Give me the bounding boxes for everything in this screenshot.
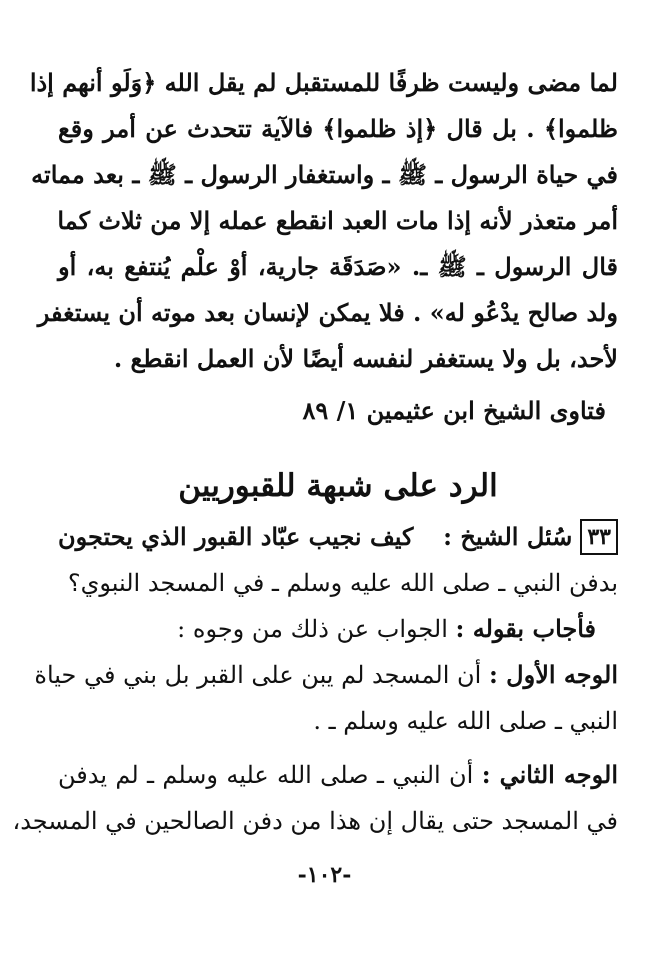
paragraph-1 [29, 60, 618, 382]
text-line: في حياة الرسول ـ ﷺ ـ واستغفار الرسول ـ ﷺ ـ بعد مماته [31, 160, 618, 189]
first-aspect-line-1 [34, 652, 618, 698]
text-line: لما مضى وليست ظرفًا للمستقبل لم يقل الله ﴿وَلَو أنهم إذا [29, 68, 618, 97]
text-line: ولد صالح يدْعُو له» . فلا يمكن لإنسان بعد موته أن يستغفر [37, 298, 618, 327]
question-text: كيف نجيب عبّاد القبور الذي يحتجون [58, 522, 414, 551]
text-line: أمر متعذر لأنه إذا مات العبد انقطع عمله إلا من ثلاث كما [57, 206, 618, 235]
answer-intro-label: فأجاب بقوله : [455, 614, 596, 643]
answer-intro-text: الجواب عن ذلك من وجوه : [177, 615, 448, 643]
question-line-2: بدفن النبي ـ صلى الله عليه وسلم ـ في المسجد النبوي؟ [67, 569, 618, 597]
page-number: -١٠٢- [297, 862, 352, 888]
section-heading: الرد على شبهة للقبوريين [178, 468, 498, 504]
question-label [443, 514, 618, 560]
second-aspect-line-1 [58, 752, 618, 798]
first-aspect-label: الوجه الأول : [488, 660, 618, 689]
second-aspect-text: أن النبي ـ صلى الله عليه وسلم ـ لم يدفن [58, 761, 474, 789]
second-aspect-line-2: في المسجد حتى يقال إن هذا من دفن الصالحين في المسجد، [12, 807, 618, 835]
page-content [12, 60, 618, 844]
question-asker: سُئل الشيخ : [443, 522, 573, 551]
source-citation: فتاوى الشيخ ابن عثيمين ١/ ٨٩ [302, 396, 606, 425]
first-aspect-text: أن المسجد لم يبن على القبر بل بني في حياة [34, 661, 482, 689]
text-line: قال الرسول ـ ﷺ ـ. «صَدَقَة جارية، أوْ علْم يُنتفع به، أو [58, 252, 618, 281]
text-line: لأحد، بل ولا يستغفر لنفسه أيضًا لأن العمل انقطع . [113, 344, 618, 373]
question-line-1 [58, 514, 618, 560]
text-line: ظلموا﴾ . بل قال ﴿إذ ظلموا﴾ فالآية تتحدث عن أمر وقع [58, 114, 618, 143]
first-aspect-line-2: النبي ـ صلى الله عليه وسلم ـ . [313, 707, 618, 735]
question-number-box: ٣٣ [580, 519, 618, 555]
answer-intro [58, 606, 618, 652]
second-aspect-label: الوجه الثاني : [481, 760, 618, 789]
